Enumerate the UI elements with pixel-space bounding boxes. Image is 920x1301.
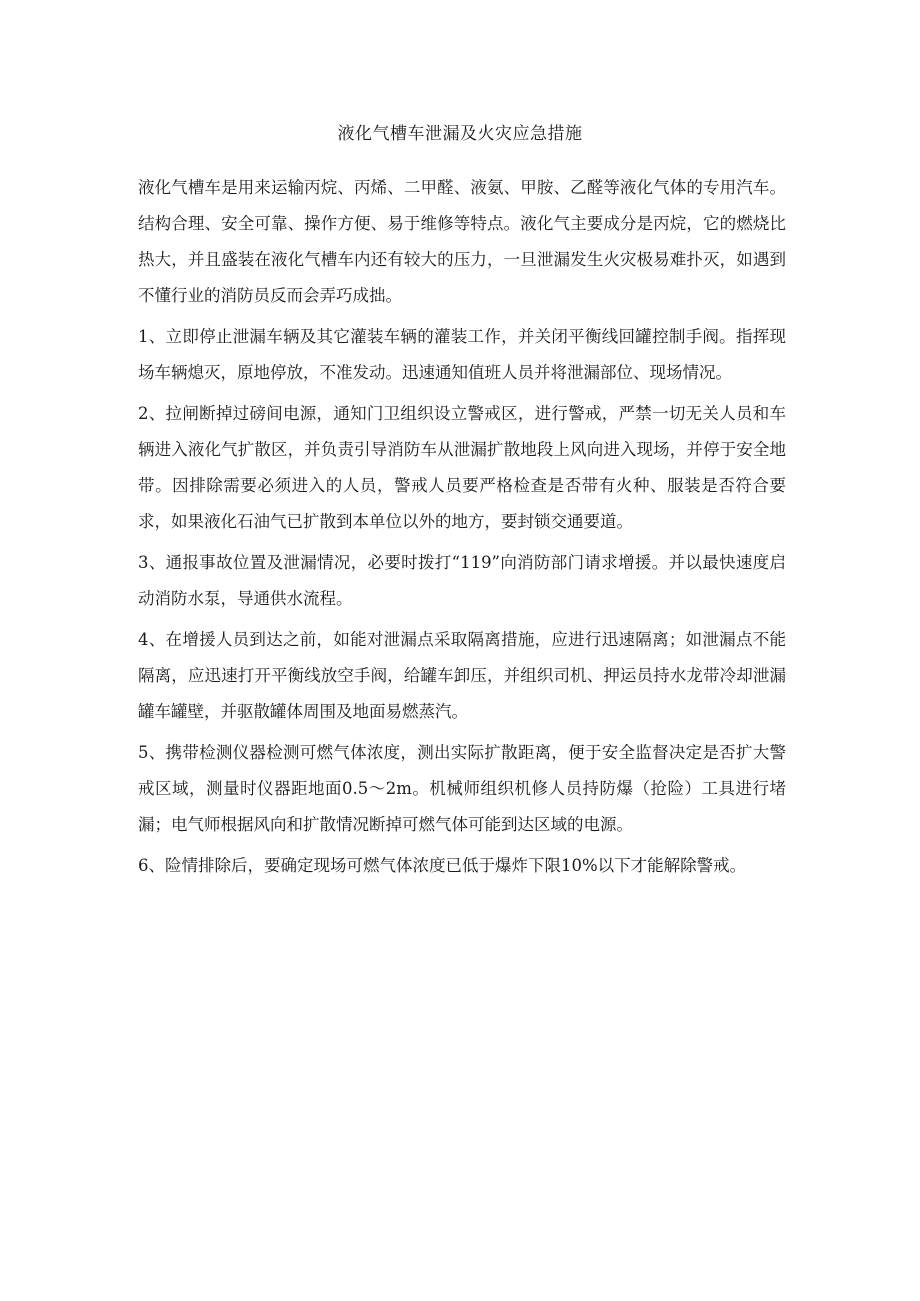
document-body [138,170,786,889]
paragraph-intro: 液化气槽车是用来运输丙烷、丙烯、二甲醛、液氨、甲胺、乙醛等液化气体的专用汽车。结构合理、安全可靠、操作方便、易于维修等特点。液化气主要成分是丙烷，它的燃烧比热大，并且盛装在液化气槽车内还有较大的压力，一旦泄漏发生火灾极易难扑灭，如遇到不懂行业的消防员反而会弄巧成拙。 [138,178,786,305]
paragraph-step-6: 6、险情排除后，要确定现场可燃气体浓度已低于爆炸下限10%以下才能解除警戒。 [138,856,747,875]
document-title: 液化气槽车泄漏及火灾应急措施 [337,124,583,144]
paragraph-step-1: 1、立即停止泄漏车辆及其它灌装车辆的灌装工作，并关闭平衡线回罐控制手阀。指挥现场车辆熄灭，原地停放，不准发动。迅速通知值班人员并将泄漏部位、现场情况。 [138,327,786,382]
paragraph-step-4: 4、在增援人员到达之前，如能对泄漏点采取隔离措施，应进行迅速隔离；如泄漏点不能隔离，应迅速打开平衡线放空手阀，给罐车卸压，并组织司机、押运员持水龙带冷却泄漏罐车罐壁，并驱散罐体周围及地面易燃蒸汽。 [138,630,786,721]
paragraph-step-5: 5、携带检测仪器检测可燃气体浓度，测出实际扩散距离，便于安全监督决定是否扩大警戒区域，测量时仪器距地面0.5～2m。机械师组织机修人员持防爆（抢险）工具进行堵漏；电气师根据风向和扩散情况断掉可燃气体可能到达区域的电源。 [138,743,786,834]
paragraph-step-3: 3、通报事故位置及泄漏情况，必要时拨打“119”向消防部门请求增援。并以最快速度启动消防水泵，导通供水流程。 [138,553,786,608]
paragraph-step-2: 2、拉闸断掉过磅间电源，通知门卫组织设立警戒区，进行警戒，严禁一切无关人员和车辆进入液化气扩散区，并负责引导消防车从泄漏扩散地段上风向进入现场，并停于安全地带。因排除需要必须进入的人员，警戒人员要严格检查是否带有火种、服装是否符合要求，如果液化石油气已扩散到本单位以外的地方，要封锁交通要道。 [138,404,786,531]
